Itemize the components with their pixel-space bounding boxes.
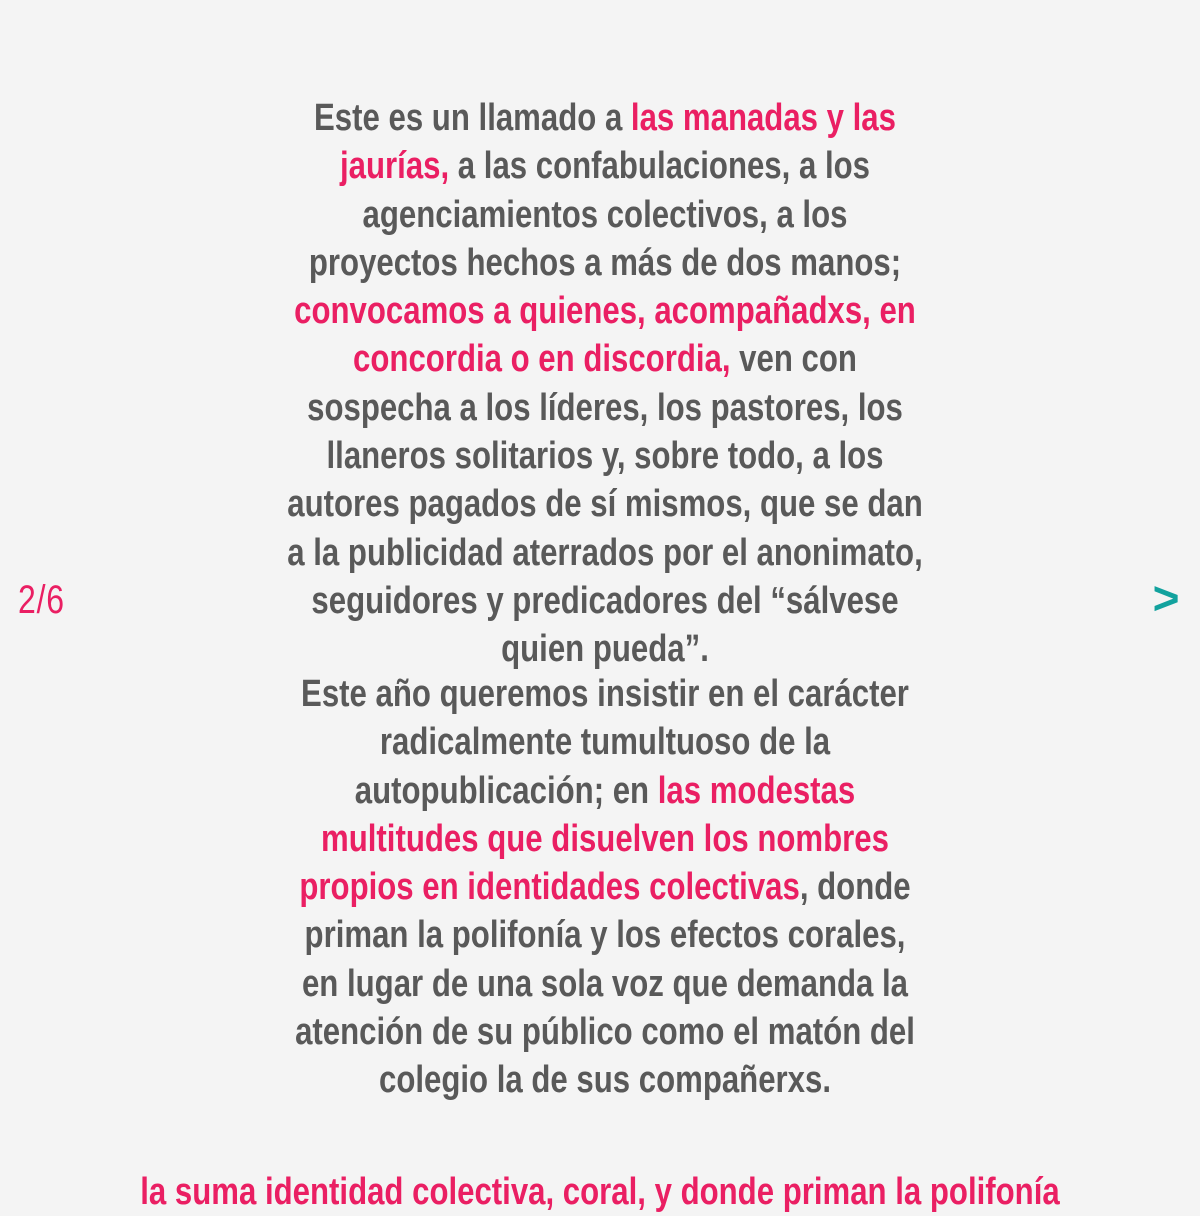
paragraph-text: a las confabulaciones, a los agenciamientos colectivos, a los proyectos hechos a más de dos manos; <box>308 145 902 284</box>
page-indicator: 2/6 <box>18 578 65 622</box>
next-page-button[interactable] <box>1146 572 1186 624</box>
paragraph-text: ven con sospecha a los líderes, los pastores, los llaneros solitarios y, sobre todo, a los autores pagados de sí mismos, que se dan a la publicidad aterrados por el anonimato, seguidores y predicadores del “sálvese quien pueda”. <box>287 338 923 671</box>
paragraph-text: , donde priman la polifonía y los efectos corales, en lugar de una sola voz que demanda la atención de su público como el matón del colegio la de sus compañerxs. <box>295 866 915 1102</box>
highlighted-text: convocamos a quienes, acompañadxs, en concordia o en discordia, <box>294 290 916 381</box>
highlighted-text: las modestas multitudes que disuelven los nombres propios en identidades colectivas <box>299 769 889 909</box>
paragraph-text: Este es un llamado a <box>314 97 631 139</box>
highlighted-text: las manadas y las jaurías, <box>340 97 896 188</box>
chevron-right-icon: > <box>1152 572 1180 624</box>
paragraph-text: Este año queremos insistir en el carácter radicalmente tumultuoso de la autopublicación; en <box>301 673 909 812</box>
manifesto-paragraph-1 <box>285 94 925 674</box>
cut-off-highlighted-line: la suma identidad colectiva, coral, y donde priman la polifonía <box>140 1171 1060 1213</box>
manifesto-paragraph-2 <box>285 670 925 1105</box>
